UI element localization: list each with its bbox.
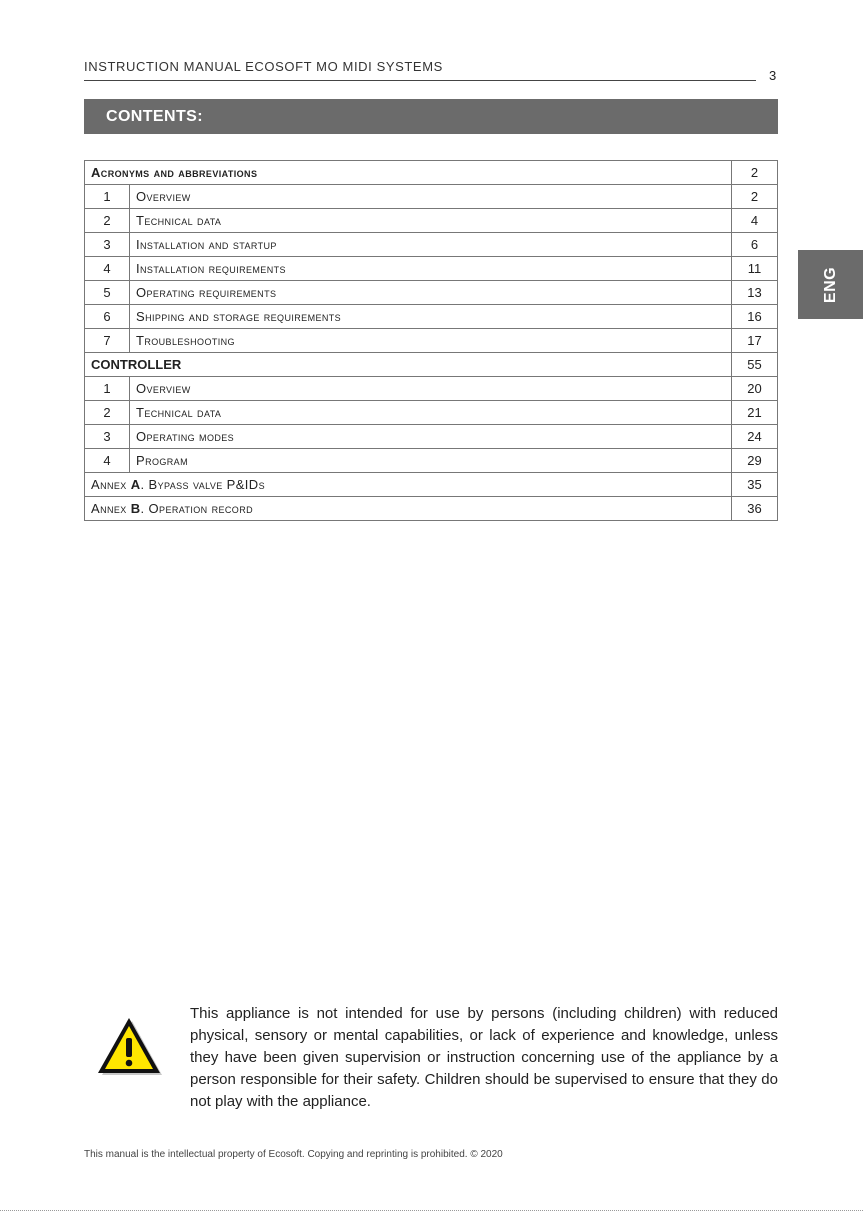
annex-prefix: Annex [91,477,131,492]
toc-page-number: 2 [732,185,778,209]
toc-entry-label: Shipping and storage requirements [130,305,732,329]
toc-entry-label: Acronyms and abbreviations [85,161,732,185]
page-number: 3 [769,68,777,83]
toc-entry-label: Installation and startup [130,233,732,257]
toc-row[interactable] [85,401,778,425]
toc-row[interactable] [85,377,778,401]
toc-row[interactable] [85,281,778,305]
toc-entry-label [85,473,732,497]
toc-entry-label: Technical data [130,401,732,425]
toc-entry-label: Operating requirements [130,281,732,305]
toc-item-number: 3 [85,233,130,257]
toc-item-number: 1 [85,377,130,401]
toc-entry-label: CONTROLLER [85,353,732,377]
contents-heading: CONTENTS: [84,99,778,134]
toc-item-number: 3 [85,425,130,449]
toc-entry-label [85,497,732,521]
page-bottom-edge [0,1210,863,1211]
toc-row-annex-b[interactable] [85,497,778,521]
toc-item-number: 5 [85,281,130,305]
toc-row-controller[interactable] [85,353,778,377]
footer-copyright: This manual is the intellectual property of Ecosoft. Copying and reprinting is prohibited. © 2020 [84,1149,503,1160]
language-tab-label: ENG [821,266,839,303]
toc-page-number: 6 [732,233,778,257]
language-tab[interactable] [798,250,863,319]
header-divider [84,80,756,81]
toc-entry-label: Installation requirements [130,257,732,281]
toc-page-number: 55 [732,353,778,377]
toc-page-number: 2 [732,161,778,185]
toc-item-number: 1 [85,185,130,209]
toc-page-number: 20 [732,377,778,401]
toc-page-number: 24 [732,425,778,449]
table-of-contents [84,160,778,521]
toc-row[interactable] [85,185,778,209]
toc-entry-label: Overview [130,377,732,401]
toc-page-number: 13 [732,281,778,305]
warning-triangle-icon [94,1016,164,1078]
toc-page-number: 17 [732,329,778,353]
annex-title: . Bypass valve P&IDs [140,477,265,492]
toc-row[interactable] [85,425,778,449]
toc-page-number: 29 [732,449,778,473]
toc-entry-label: Operating modes [130,425,732,449]
toc-row[interactable] [85,305,778,329]
toc-item-number: 2 [85,401,130,425]
annex-prefix: Annex [91,501,131,516]
toc-page-number: 21 [732,401,778,425]
toc-item-number: 7 [85,329,130,353]
toc-row[interactable] [85,209,778,233]
warning-text: This appliance is not intended for use by persons (including children) with reduced physical, sensory or mental capabilities, or lack of experience and knowledge, unless they have been given supervision or instruction concerning use of the appliance by a person responsible for their safety. Children should be supervised to ensure that they do not play with the appliance. [190,1005,778,1110]
toc-item-number: 6 [85,305,130,329]
annex-title: . Operation record [140,501,253,516]
toc-row[interactable] [85,449,778,473]
toc-item-number: 2 [85,209,130,233]
toc-entry-label: Program [130,449,732,473]
toc-row-acronyms[interactable] [85,161,778,185]
toc-entry-label: Technical data [130,209,732,233]
toc-row[interactable] [85,329,778,353]
toc-page-number: 16 [732,305,778,329]
toc-page-number: 36 [732,497,778,521]
toc-item-number: 4 [85,449,130,473]
toc-page-number: 35 [732,473,778,497]
annex-letter: B [130,501,141,516]
toc-entry-label: Overview [130,185,732,209]
toc-row[interactable] [85,257,778,281]
header-title: INSTRUCTION MANUAL ECOSOFT MO MIDI SYSTEMS [84,59,443,74]
toc-entry-label: Troubleshooting [130,329,732,353]
annex-letter: A [130,477,141,492]
toc-page-number: 4 [732,209,778,233]
toc-row-annex-a[interactable] [85,473,778,497]
toc-row[interactable] [85,233,778,257]
toc-page-number: 11 [732,257,778,281]
toc-item-number: 4 [85,257,130,281]
